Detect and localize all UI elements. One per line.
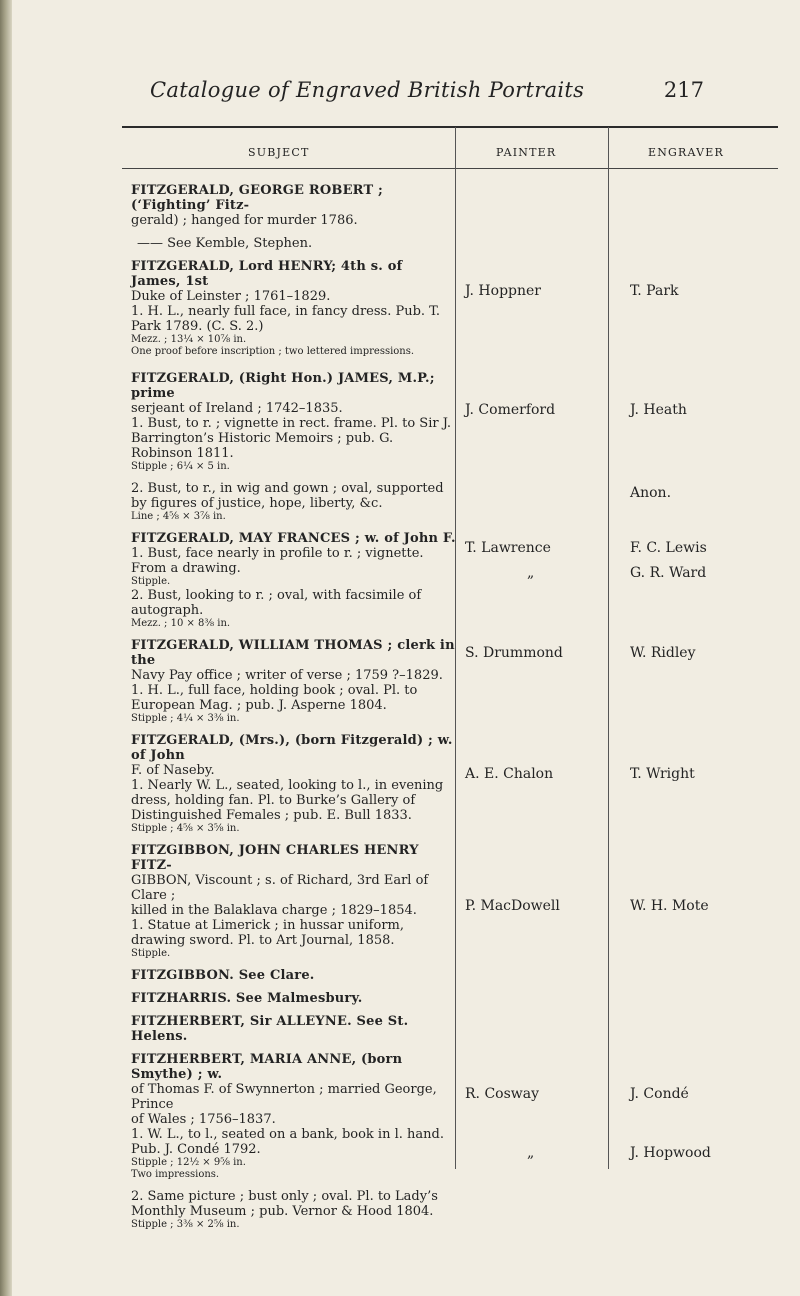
column-header-rule — [122, 168, 778, 169]
entry-item-detail: Stipple. — [131, 576, 171, 587]
column-header-painter: PAINTER — [496, 146, 557, 159]
engraver-credit: J. Heath — [630, 402, 687, 418]
engraver-credit: W. H. Mote — [630, 898, 709, 914]
running-header — [150, 78, 704, 108]
entry-heading: FITZGERALD, (Right Hon.) JAMES, M.P.; prime — [131, 371, 435, 401]
painter-credit: J. Hoppner — [465, 283, 541, 299]
cross-reference-entry: FITZHARRIS. See Malmesbury. — [131, 991, 363, 1006]
entry-heading: FITZHERBERT, MARIA ANNE, (born Smythe) ; w. — [131, 1052, 403, 1082]
painter-credit: A. E. Chalon — [465, 766, 554, 782]
entry-item-text: 2. Bust, to r., in wig and gown ; oval, supported by figures of justice, hope, liberty, &c. — [131, 481, 444, 511]
engraver-credit: J. Hopwood — [630, 1145, 711, 1161]
entry-item-detail: Mezz. ; 13¼ × 10⅞ in. — [131, 334, 247, 345]
entry-heading-cont: F. of Naseby. — [131, 763, 215, 778]
entry-item-detail: Stipple ; 4⅝ × 3⅝ in. — [131, 823, 240, 834]
engraver-credit: G. R. Ward — [630, 565, 707, 581]
entry-item-detail: Mezz. ; 10 × 8⅜ in. — [131, 618, 231, 629]
entry-item-detail: Stipple ; 6¼ × 5 in. — [131, 461, 230, 472]
painter-ditto: „ — [527, 1145, 535, 1161]
entry-item-text: 1. H. L., full face, holding book ; oval. Pl. to European Mag. ; pub. J. Asperne 1804. — [131, 683, 418, 713]
subject-column — [131, 183, 456, 1231]
column-header-subject: SUBJECT — [248, 146, 310, 159]
entry-heading-cont: killed in the Balaklava charge ; 1829–1854. — [131, 903, 417, 918]
entry-item-text: 1. H. L., nearly full face, in fancy dress. Pub. T. Park 1789. (C. S. 2.) — [131, 304, 441, 334]
entry-heading: FITZGIBBON, JOHN CHARLES HENRY FITZ- — [131, 843, 419, 873]
engraver-credit: W. Ridley — [630, 645, 696, 661]
entry-item-detail: Stipple ; 12½ × 9⅝ in. — [131, 1157, 246, 1168]
entry-item-text: 1. Statue at Limerick ; in hussar uniform, drawing sword. Pl. to Art Journal, 1858. — [131, 918, 404, 948]
entry-item-note: Two impressions. — [131, 1169, 220, 1180]
page-number: 217 — [663, 78, 704, 102]
entry-item-detail: Stipple ; 3⅜ × 2⅝ in. — [131, 1219, 240, 1230]
painter-credit: S. Drummond — [465, 645, 563, 661]
book-spine-shadow — [0, 0, 12, 1296]
top-rule — [122, 126, 778, 128]
entry-heading-cont: gerald) ; hanged for murder 1786. — [131, 213, 358, 228]
entry-item-text: 1. Nearly W. L., seated, looking to l., in evening dress, holding fan. Pl. to Burke’s Gallery of Distinguished Females ; pub. E. Bull 1833. — [131, 778, 444, 823]
column-header-engraver: ENGRAVER — [648, 146, 724, 159]
entry-heading: FITZGERALD, (Mrs.), (born Fitzgerald) ; w. of John — [131, 733, 453, 763]
painter-credit: R. Cosway — [465, 1086, 540, 1102]
painter-ditto: „ — [527, 565, 535, 581]
engraver-credit: T. Park — [630, 283, 679, 299]
engraver-credit: F. C. Lewis — [630, 540, 707, 556]
running-title: Catalogue of Engraved British Portraits — [150, 78, 585, 102]
entry-item-detail: Stipple ; 4¼ × 3⅜ in. — [131, 713, 240, 724]
cross-reference-entry: FITZHERBERT, Sir ALLEYNE. See St. Helens. — [131, 1014, 409, 1044]
entry-heading: FITZGERALD, Lord HENRY; 4th s. of James, 1st — [131, 259, 403, 289]
entry-heading: FITZGERALD, MAY FRANCES ; w. of John F. — [131, 531, 456, 546]
entry-heading: FITZGERALD, GEORGE ROBERT ; (‘Fighting’ Fitz- — [131, 183, 384, 213]
column-divider-engraver — [608, 127, 609, 1169]
entry-heading-cont: of Thomas F. of Swynnerton ; married George, Prince — [131, 1082, 437, 1112]
engraver-credit: T. Wright — [630, 766, 695, 782]
entry-heading-cont: serjeant of Ireland ; 1742–1835. — [131, 401, 343, 416]
entry-item-text: 1. Bust, face nearly in profile to r. ; vignette. From a drawing. — [131, 546, 424, 576]
painter-credit: P. MacDowell — [465, 898, 560, 914]
entry-item-note: One proof before inscription ; two lettered impressions. — [131, 346, 415, 357]
painter-credit: J. Comerford — [465, 402, 556, 418]
entry-item-text: 1. Bust, to r. ; vignette in rect. frame. Pl. to Sir J. Barrington’s Historic Memoirs ; pub. G. Robinson 1811. — [131, 416, 452, 461]
engraver-credit: Anon. — [630, 485, 672, 501]
entry-heading-cont: of Wales ; 1756–1837. — [131, 1112, 276, 1127]
cross-reference: —— See Kemble, Stephen. — [137, 236, 313, 251]
entry-heading-cont: Duke of Leinster ; 1761–1829. — [131, 289, 331, 304]
entry-heading: FITZGERALD, WILLIAM THOMAS ; clerk in the — [131, 638, 455, 668]
entry-item-text: 2. Same picture ; bust only ; oval. Pl. to Lady’s Monthly Museum ; pub. Vernor & Hood 1804. — [131, 1189, 438, 1219]
entry-item-detail: Stipple. — [131, 948, 171, 959]
engraver-credit: J. Condé — [630, 1086, 689, 1102]
entry-heading-cont: Navy Pay office ; writer of verse ; 1759 ?–1829. — [131, 668, 443, 683]
entry-item-detail: Line ; 4⅝ × 3⅞ in. — [131, 511, 226, 522]
entry-item-text: 1. W. L., to l., seated on a bank, book in l. hand. Pub. J. Condé 1792. — [131, 1127, 444, 1157]
painter-credit: T. Lawrence — [465, 540, 551, 556]
entry-heading-cont: GIBBON, Viscount ; s. of Richard, 3rd Earl of Clare ; — [131, 873, 429, 903]
cross-reference-entry: FITZGIBBON. See Clare. — [131, 968, 315, 983]
entry-item-text: 2. Bust, looking to r. ; oval, with facsimile of autograph. — [131, 588, 422, 618]
